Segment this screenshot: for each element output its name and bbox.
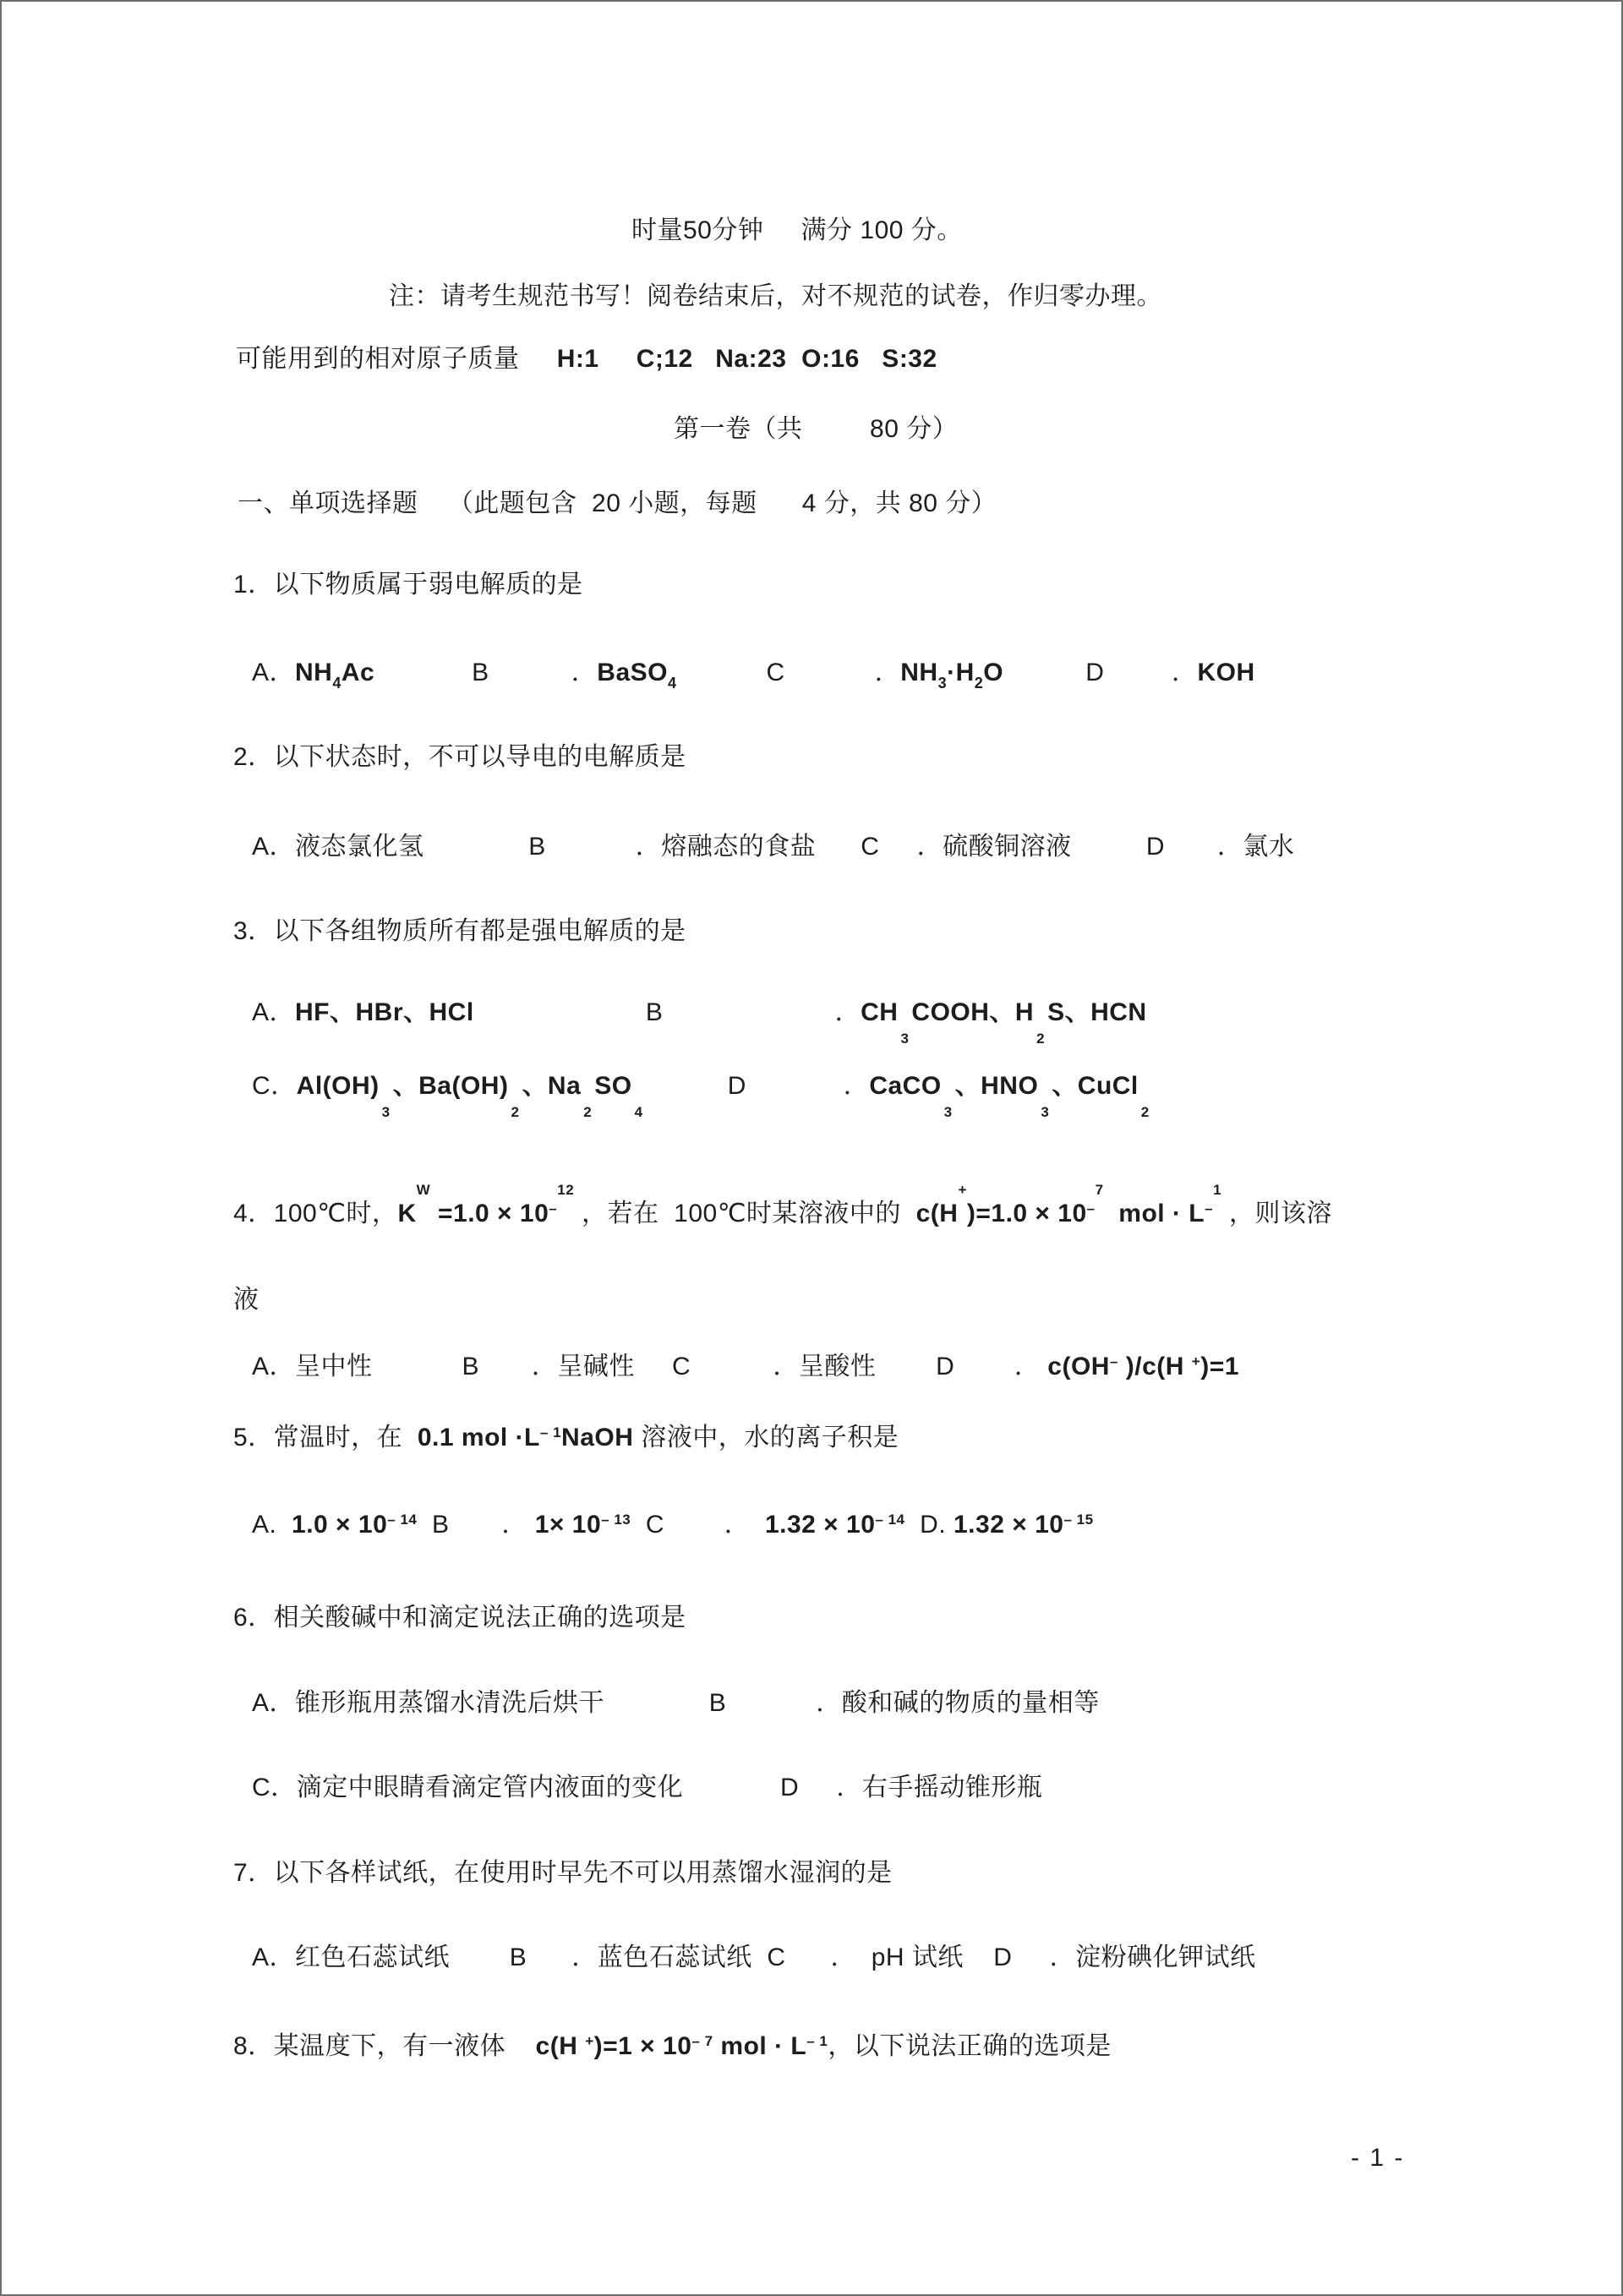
formula: 0.1 mol ·L [417, 1424, 540, 1451]
subscript: 4 [634, 1104, 643, 1120]
formula: )/c(H [1118, 1353, 1192, 1380]
formula: SO [594, 1072, 632, 1100]
superscript: – 1 [539, 1424, 562, 1440]
superscript: 12 [557, 1182, 575, 1198]
superscript: – 14 [875, 1512, 905, 1528]
question-3-options-ab [252, 997, 1147, 1047]
option-label: B ． [374, 659, 598, 686]
option-label: C． [252, 1072, 297, 1100]
question-1-stem: 1．以下物质属于弱电解质的是 [233, 571, 583, 599]
stem-text: ，则该溶 [1221, 1200, 1332, 1227]
formula: S、HCN [1047, 998, 1147, 1026]
subscript: 2 [511, 1104, 520, 1120]
part-one-title: 第一卷（共 80 分） [674, 415, 959, 443]
subscript: 2 [1140, 1104, 1150, 1120]
formula: O [983, 659, 1004, 686]
superscript-minus: – [1086, 1200, 1096, 1216]
stem-text: ，若在 100℃时某溶液中的 [574, 1200, 916, 1227]
formula: c(H [915, 1200, 959, 1227]
formula: mol · L [1103, 1200, 1205, 1227]
subscript: 2 [974, 675, 984, 692]
formula: 、CuCl [1052, 1072, 1139, 1100]
formula: 、Ba(OH) [392, 1072, 509, 1100]
superscript: – 1 [806, 2033, 828, 2049]
formula: 1× 10 [534, 1511, 602, 1539]
formula: K [397, 1200, 417, 1227]
section-one-heading: 一、单项选择题 （此题包含 20 小题，每题 4 分，共 80 分） [238, 489, 997, 517]
question-8-stem [233, 2031, 1112, 2066]
stem-text: 8．某温度下，有一液体 [233, 2032, 536, 2060]
superscript: 7 [1095, 1182, 1104, 1198]
superscript-plus: + [585, 2033, 594, 2049]
subscript: 4 [668, 675, 677, 692]
stem-text: 溶液中，水的离子积是 [641, 1424, 899, 1451]
formula: ·H [947, 659, 975, 686]
superscript: + [958, 1182, 967, 1198]
formula: 1.0 × 10 [292, 1511, 388, 1539]
subscript: 2 [1036, 1030, 1046, 1047]
formula: CH [861, 998, 899, 1026]
formula: Al(OH) [296, 1072, 380, 1100]
formula: BaSO [597, 659, 668, 686]
question-2-stem: 2．以下状态时，不可以导电的电解质是 [233, 743, 686, 771]
option-label: D ． [1003, 659, 1198, 686]
question-4-options [252, 1351, 1239, 1386]
formula: NH [900, 659, 938, 686]
formula: NaOH [561, 1424, 642, 1451]
subscript: 2 [583, 1104, 593, 1120]
question-1-options [252, 657, 1255, 692]
subscript: 3 [943, 1104, 953, 1120]
option-label: A. [252, 1511, 292, 1539]
subscript: 3 [900, 1030, 910, 1047]
question-7-stem: 7．以下各样试纸，在使用时早先不可以用蒸馏水湿润的是 [233, 1859, 893, 1887]
question-3-options-cd [252, 1070, 1152, 1120]
superscript: – 14 [387, 1512, 418, 1528]
formula: =1.0 × 10 [430, 1200, 549, 1227]
formula: HF、HBr、HCl [295, 998, 474, 1026]
page-number: - 1 - [1351, 2144, 1405, 2172]
formula: KOH [1197, 659, 1255, 686]
formula: Ac [341, 659, 375, 686]
superscript: – 15 [1063, 1512, 1094, 1528]
stem-text: 4．100℃时， [233, 1200, 398, 1227]
subscript: 3 [1041, 1104, 1050, 1120]
option-label: A． [252, 659, 296, 686]
superscript: 1 [1213, 1182, 1222, 1198]
formula: c(OH [1047, 1353, 1110, 1380]
formula: )=1.0 × 10 [966, 1200, 1087, 1227]
subscript: 3 [381, 1104, 391, 1120]
subscript: 4 [332, 675, 342, 692]
option-label: B ． [473, 998, 861, 1026]
stem-text: ，以下说法正确的选项是 [828, 2032, 1112, 2060]
option-label: A． [252, 998, 296, 1026]
question-6-stem: 6．相关酸碱中和滴定说法正确的选项是 [233, 1604, 686, 1632]
atomic-mass-label: 可能用到的相对原子质量 [236, 345, 557, 373]
formula: 、HNO [954, 1072, 1039, 1100]
formula: 1.32 × 10 [954, 1511, 1064, 1539]
question-2-options: A．液态氯化氢 B ．熔融态的食盐 C ．硫酸铜溶液 D ．氯水 [252, 833, 1295, 861]
atomic-mass-values: H:1 C;12 Na:23 O:16 S:32 [556, 345, 937, 373]
option-label: C ． [631, 1511, 765, 1539]
formula: )=1 × 10 [593, 2032, 692, 2060]
atomic-mass-line [236, 343, 937, 375]
question-5-options [252, 1509, 1094, 1544]
formula: mol · L [713, 2032, 807, 2060]
option-label: D ． [645, 1072, 870, 1100]
question-6-options-cd: C．滴定中眼睛看滴定管内液面的变化 D ．右手摇动锥形瓶 [252, 1774, 1043, 1801]
stem-text: 5．常温时，在 [233, 1424, 418, 1451]
question-6-options-ab: A．锥形瓶用蒸馏水清洗后烘干 B ．酸和碱的物质的量相等 [252, 1689, 1100, 1717]
question-4-stem-wrap: 液 [233, 1286, 260, 1314]
formula: 、Na [522, 1072, 582, 1100]
superscript-plus: + [1191, 1353, 1201, 1369]
formula: CaCO [869, 1072, 942, 1100]
superscript-minus: – [549, 1200, 558, 1216]
option-label: D. [904, 1511, 954, 1539]
superscript-minus: – [1109, 1353, 1118, 1369]
question-5-stem [233, 1422, 899, 1457]
time-limit-line: 时量50分钟 满分 100 分。 [631, 216, 963, 244]
option-label: C ． [676, 659, 901, 686]
formula: COOH、H [911, 998, 1035, 1026]
subscript: 3 [937, 675, 948, 692]
formula: )=1 [1200, 1353, 1239, 1380]
formula: c(H [535, 2032, 586, 2060]
superscript: – 7 [691, 2033, 713, 2049]
formula: 1.32 × 10 [764, 1511, 876, 1539]
formula: NH [295, 659, 333, 686]
question-3-stem: 3．以下各组物质所有都是强电解质的是 [233, 917, 686, 945]
superscript: – 13 [601, 1512, 631, 1528]
option-label: B ． [417, 1511, 535, 1539]
question-4-stem [233, 1182, 1332, 1233]
superscript-minus: – [1205, 1200, 1214, 1216]
superscript: W [416, 1182, 431, 1198]
grading-note-line: 注：请考生规范书写！阅卷结束后，对不规范的试卷，作归零办理。 [389, 282, 1162, 310]
option-label: A．呈中性 B ．呈碱性 C ．呈酸性 D ． [252, 1353, 1048, 1380]
question-7-options: A．红色石蕊试纸 B ．蓝色石蕊试纸 C ． pH 试纸 D ．淀粉碘化钾试纸 [252, 1943, 1256, 1971]
